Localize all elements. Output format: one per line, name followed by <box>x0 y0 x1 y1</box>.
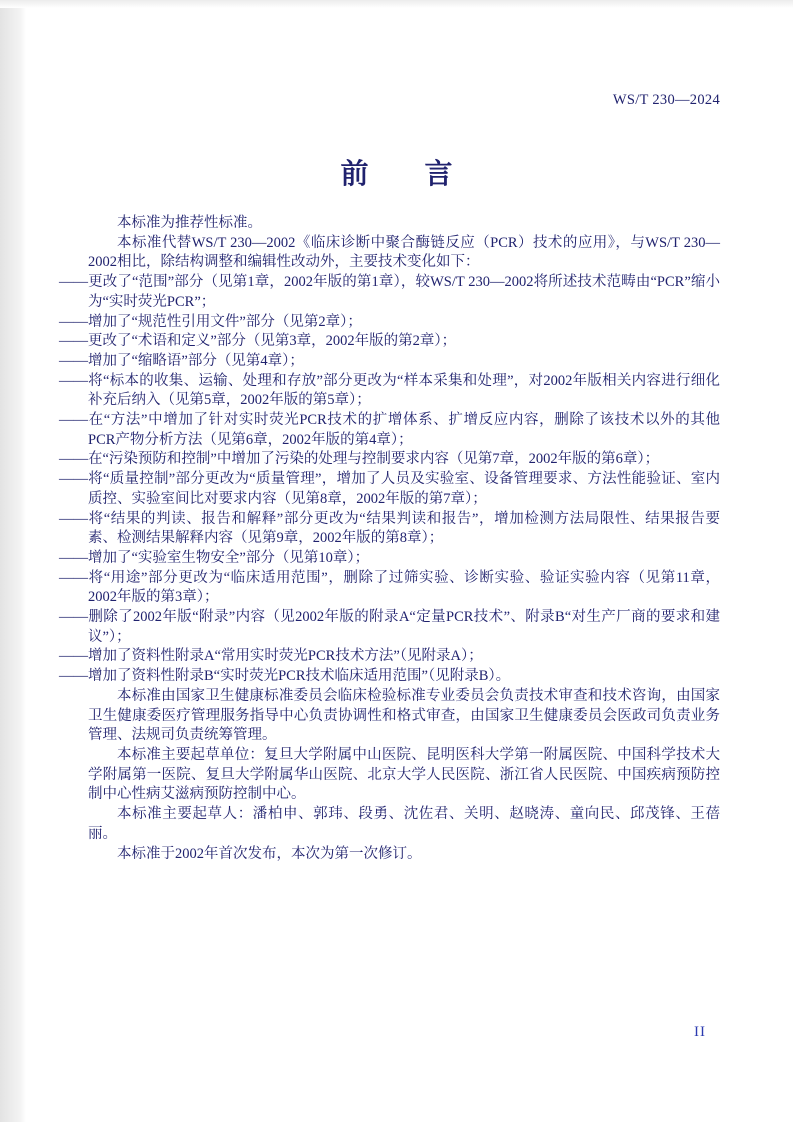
change-item-clinical-scope: ——将“用途”部分更改为“临床适用范围”，删除了过筛实验、诊断实验、验证实验内容（见第11章，2002年版的第3章）； <box>59 569 720 606</box>
document-body <box>59 214 720 864</box>
change-item-abbreviations: ——增加了“缩略语”部分（见第4章）； <box>59 352 304 369</box>
doc-number: WS/T 230—2024 <box>612 92 720 108</box>
paragraph-replacement-intro: 本标准代替WS/T 230—2002《临床诊断中聚合酶链反应（PCR）技术的应用》，与WS/T 230—2002相比，除结构调整和编辑性改动外，主要技术变化如下： <box>88 234 720 271</box>
change-item-scope: ——更改了“范围”部分（见第1章，2002年版的第1章），较WS/T 230—2002将所述技术范畴由“PCR”缩小为“实时荧光PCR”； <box>59 274 720 310</box>
change-item-contamination-control: ——在“污染预防和控制”中增加了污染的处理与控制要求内容（见第7章，2002年版的第6章）； <box>59 451 660 468</box>
change-item-method: ——在“方法”中增加了针对实时荧光PCR技术的扩增体系、扩增反应内容，删除了该技术以外的其他PCR产物分析方法（见第6章，2002年版的第4章）； <box>59 412 720 448</box>
change-item-removed-appendix: ——删除了2002年版“附录”内容（见2002年版的附录A“定量PCR技术”、附录B“对生产厂商的要求和建议”）； <box>59 609 720 645</box>
scan-edge-top <box>0 0 793 8</box>
page-header <box>88 92 720 109</box>
paragraph-administration: 本标准由国家卫生健康标准委员会临床检验标准专业委员会负责技术审查和技术咨询，由国家卫生健康委医疗管理服务指导中心负责协调性和格式审查，由国家卫生健康委员会医政司负责业务管理、法规司负责统筹管理。 <box>88 687 720 744</box>
change-item-quality-management: ——将“质量控制”部分更改为“质量管理”，增加了人员及实验室、设备管理要求、方法性能验证、室内质控、实验室间比对要求内容（见第8章，2002年版的第7章）； <box>59 471 720 507</box>
change-item-appendix-b: ——增加了资料性附录B“实时荧光PCR技术临床适用范围”（见附录B）。 <box>59 668 511 685</box>
change-item-sample-collection: ——将“标本的收集、运输、处理和存放”部分更改为“样本采集和处理”，对2002年版相关内容进行细化补充后纳入（见第5章，2002年版的第5章）； <box>59 372 720 409</box>
page-title: 前 言 <box>340 159 453 190</box>
page-footer <box>88 1024 706 1041</box>
change-item-appendix-a: ——增加了资料性附录A“常用实时荧光PCR技术方法”（见附录A）； <box>59 648 483 665</box>
paragraph-revision-history: 本标准于2002年首次发布，本次为第一次修订。 <box>117 845 422 862</box>
change-item-normative-references: ——增加了“规范性引用文件”部分（见第2章）； <box>59 313 362 330</box>
change-item-biosafety: ——增加了“实验室生物安全”部分（见第10章）； <box>59 549 370 566</box>
page-number: II <box>694 1024 706 1040</box>
paragraph-drafters: 本标准主要起草人：潘柏申、郭玮、段勇、沈佐君、关明、赵晓涛、童向民、邱茂锋、王蓓丽。 <box>88 806 720 842</box>
change-item-terms-definitions: ——更改了“术语和定义”部分（见第3章，2002年版的第2章）； <box>59 333 457 350</box>
change-item-result-reporting: ——将“结果的判读、报告和解释”部分更改为“结果判读和报告”，增加检测方法局限性、结果报告要素、检测结果解释内容（见第9章，2002年版的第8章）； <box>59 510 720 547</box>
paragraph-drafting-organizations: 本标准主要起草单位：复旦大学附属中山医院、昆明医科大学第一附属医院、中国科学技术大学附属第一医院、复旦大学附属华山医院、北京大学人民医院、浙江省人民医院、中国疾病预防控制中心性病艾滋病预防控制中心。 <box>88 746 720 803</box>
paragraph-recommended-standard: 本标准为推荐性标准。 <box>117 215 262 231</box>
